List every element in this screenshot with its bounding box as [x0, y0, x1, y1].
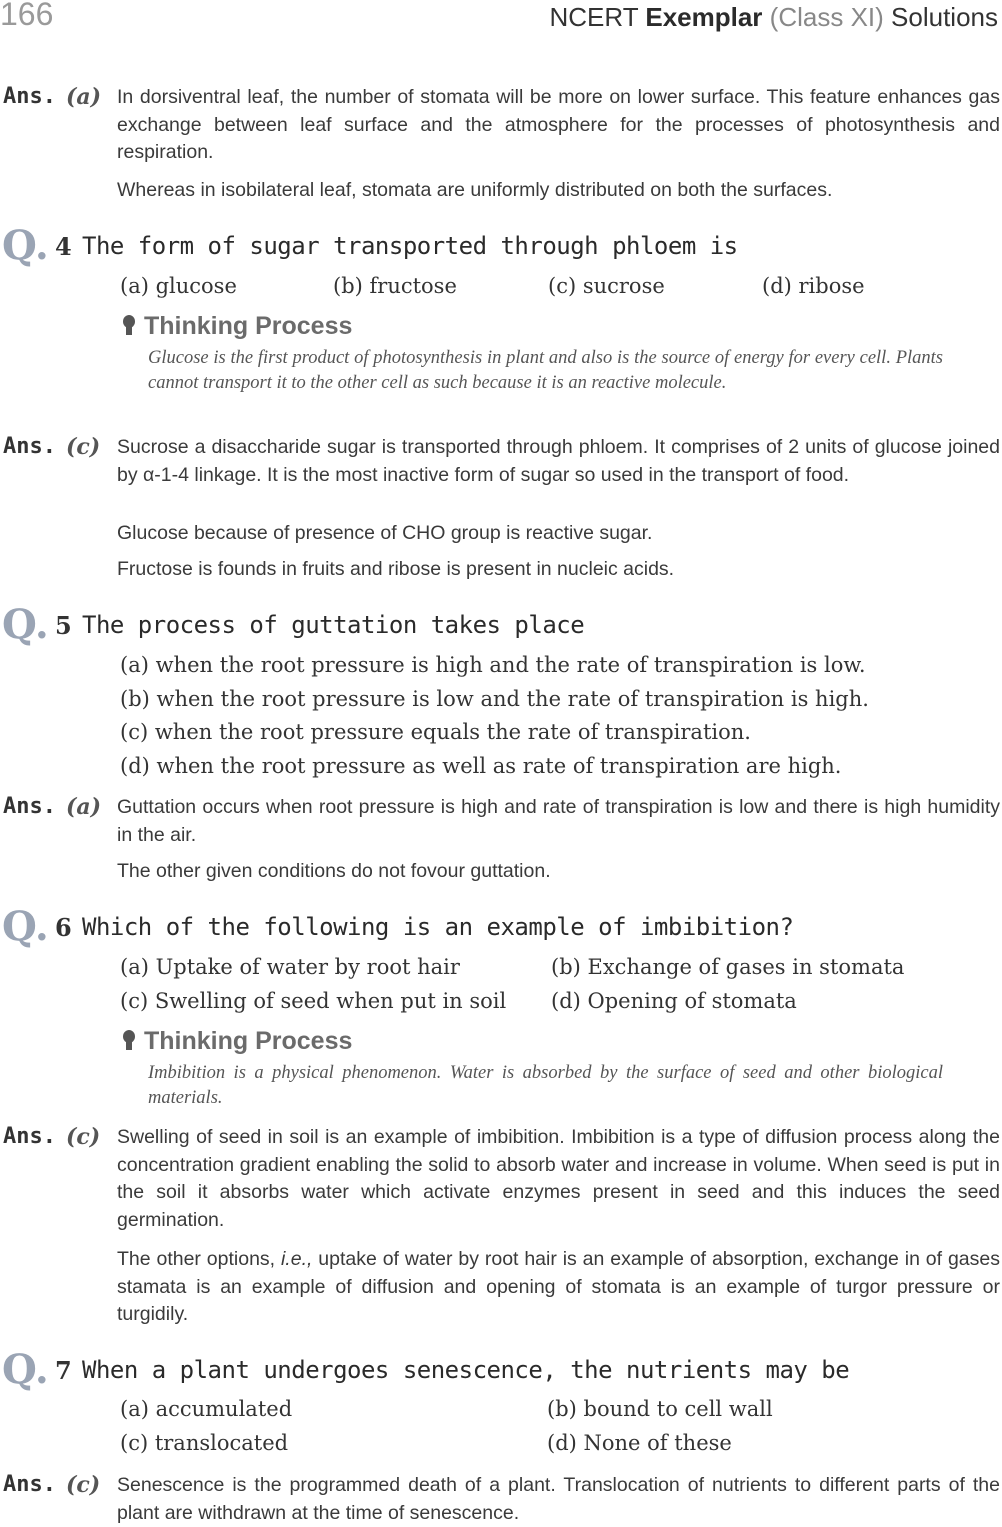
question-text: The process of guttation takes place: [82, 611, 585, 639]
question-6: [0, 903, 1002, 950]
question-5: [0, 601, 1002, 648]
question-mark-label: Q.: [2, 1346, 49, 1393]
ans-label: Ans.: [3, 434, 56, 459]
question-number: 4: [55, 232, 72, 261]
answer-text: Swelling of seed in soil is an example of imbibition. Imbibition is a type of diffusion process along the concentration gradient enabling the solid to absorb water and increase in volume. When seed is put in the soil it absorbs water which activate enzymes present in seed and this induces the seed germination.: [117, 1126, 1000, 1231]
option-c: (c) sucrose: [548, 274, 665, 298]
question-mark-label: Q.: [2, 222, 49, 269]
page-number: 166: [0, 0, 54, 32]
answer-option: (c): [66, 1472, 101, 1498]
lightbulb-icon: [122, 1030, 136, 1052]
question-number: 6: [55, 913, 72, 942]
answer-text: Guttation occurs when root pressure is high and rate of transpiration is low and there is high humidity in the air.: [117, 796, 1000, 846]
answer-option: (a): [66, 84, 102, 110]
question-text: When a plant undergoes senescence, the nutrients may be: [82, 1356, 850, 1384]
answer-option: (c): [66, 1124, 101, 1150]
answer-paragraph: Fructose is founds in fruits and ribose is present in nucleic acids.: [117, 558, 675, 580]
ans-label: Ans.: [3, 84, 56, 109]
thinking-process-text: Imbibition is a physical phenomenon. Water is absorbed by the surface of seed and other biological materials.: [148, 1063, 943, 1108]
ans-label: Ans.: [3, 1472, 56, 1497]
class-label: (Class XI): [769, 2, 884, 32]
brand: NCERT: [549, 2, 639, 32]
thinking-process-text: Glucose is the first product of photosynthesis in plant and also is the source of energy for every cell. Plants cannot transport it to the other cell as such because it is an reactive molecule.: [148, 348, 943, 393]
option-d: (d) Opening of stomata: [551, 989, 797, 1013]
option-b: (b) Exchange of gases in stomata: [551, 955, 905, 979]
option-a: (a) when the root pressure is high and the rate of transpiration is low.: [120, 653, 866, 677]
option-d: (d) when the root pressure as well as rate of transpiration are high.: [120, 754, 842, 778]
thinking-process-heading: Thinking Process: [122, 1027, 352, 1056]
book-name: Exemplar: [645, 2, 763, 32]
question-number: 7: [55, 1356, 72, 1385]
option-b: (b) fructose: [333, 274, 457, 298]
option-a: (a) Uptake of water by root hair: [120, 955, 460, 979]
thinking-process-heading: Thinking Process: [122, 312, 352, 341]
page-header: [0, 0, 1002, 40]
answer-text: Senescence is the programmed death of a plant. Translocation of nutrients to different parts of the plant are withdrawn at the time of senescence.: [117, 1474, 1000, 1524]
running-title: [550, 2, 999, 33]
title-suffix: Solutions: [891, 2, 998, 32]
lightbulb-icon: [122, 315, 136, 337]
option-b: (b) when the root pressure is low and the rate of transpiration is high.: [120, 687, 869, 711]
ans-label: Ans.: [3, 794, 56, 819]
question-7: [0, 1346, 1002, 1393]
question-text: Which of the following is an example of imbibition?: [82, 913, 794, 941]
answer-paragraph: The other options, i.e., uptake of water by root hair is an example of absorption, exchange in of gases stamata is an example of diffusion and opening of stomata is an example of turgor pressure or turgidily.: [117, 1248, 1000, 1325]
question-mark-label: Q.: [2, 601, 49, 648]
option-b: (b) bound to cell wall: [547, 1397, 773, 1421]
answer-paragraph: The other given conditions do not fovour guttation.: [117, 860, 551, 882]
answer-option: (a): [66, 794, 102, 820]
question-number: 5: [55, 611, 72, 640]
answer-text: Sucrose a disaccharide sugar is transported through phloem. It comprises of 2 units of glucose joined by α-1-4 linkage. It is the most inactive form of sugar so used in the transport of food.: [117, 436, 1000, 486]
question-mark-label: Q.: [2, 903, 49, 950]
option-a: (a) glucose: [120, 274, 237, 298]
answer-option: (c): [66, 434, 101, 460]
option-c: (c) when the root pressure equals the rate of transpiration.: [120, 720, 751, 744]
answer-text: In dorsiventral leaf, the number of stomata will be more on lower surface. This feature enhances gas exchange between leaf surface and the atmosphere for the processes of photosynthesis and respiration.: [117, 86, 1000, 163]
question-text: The form of sugar transported through phloem is: [82, 232, 738, 260]
option-d: (d) ribose: [762, 274, 865, 298]
question-4: [0, 222, 1002, 269]
answer-paragraph: Glucose because of presence of CHO group is reactive sugar.: [117, 522, 653, 544]
option-a: (a) accumulated: [120, 1397, 293, 1421]
answer-paragraph: Whereas in isobilateral leaf, stomata are uniformly distributed on both the surfaces.: [117, 179, 833, 201]
option-c: (c) translocated: [120, 1431, 289, 1455]
option-c: (c) Swelling of seed when put in soil: [120, 989, 507, 1013]
option-d: (d) None of these: [547, 1431, 732, 1455]
ans-label: Ans.: [3, 1124, 56, 1149]
